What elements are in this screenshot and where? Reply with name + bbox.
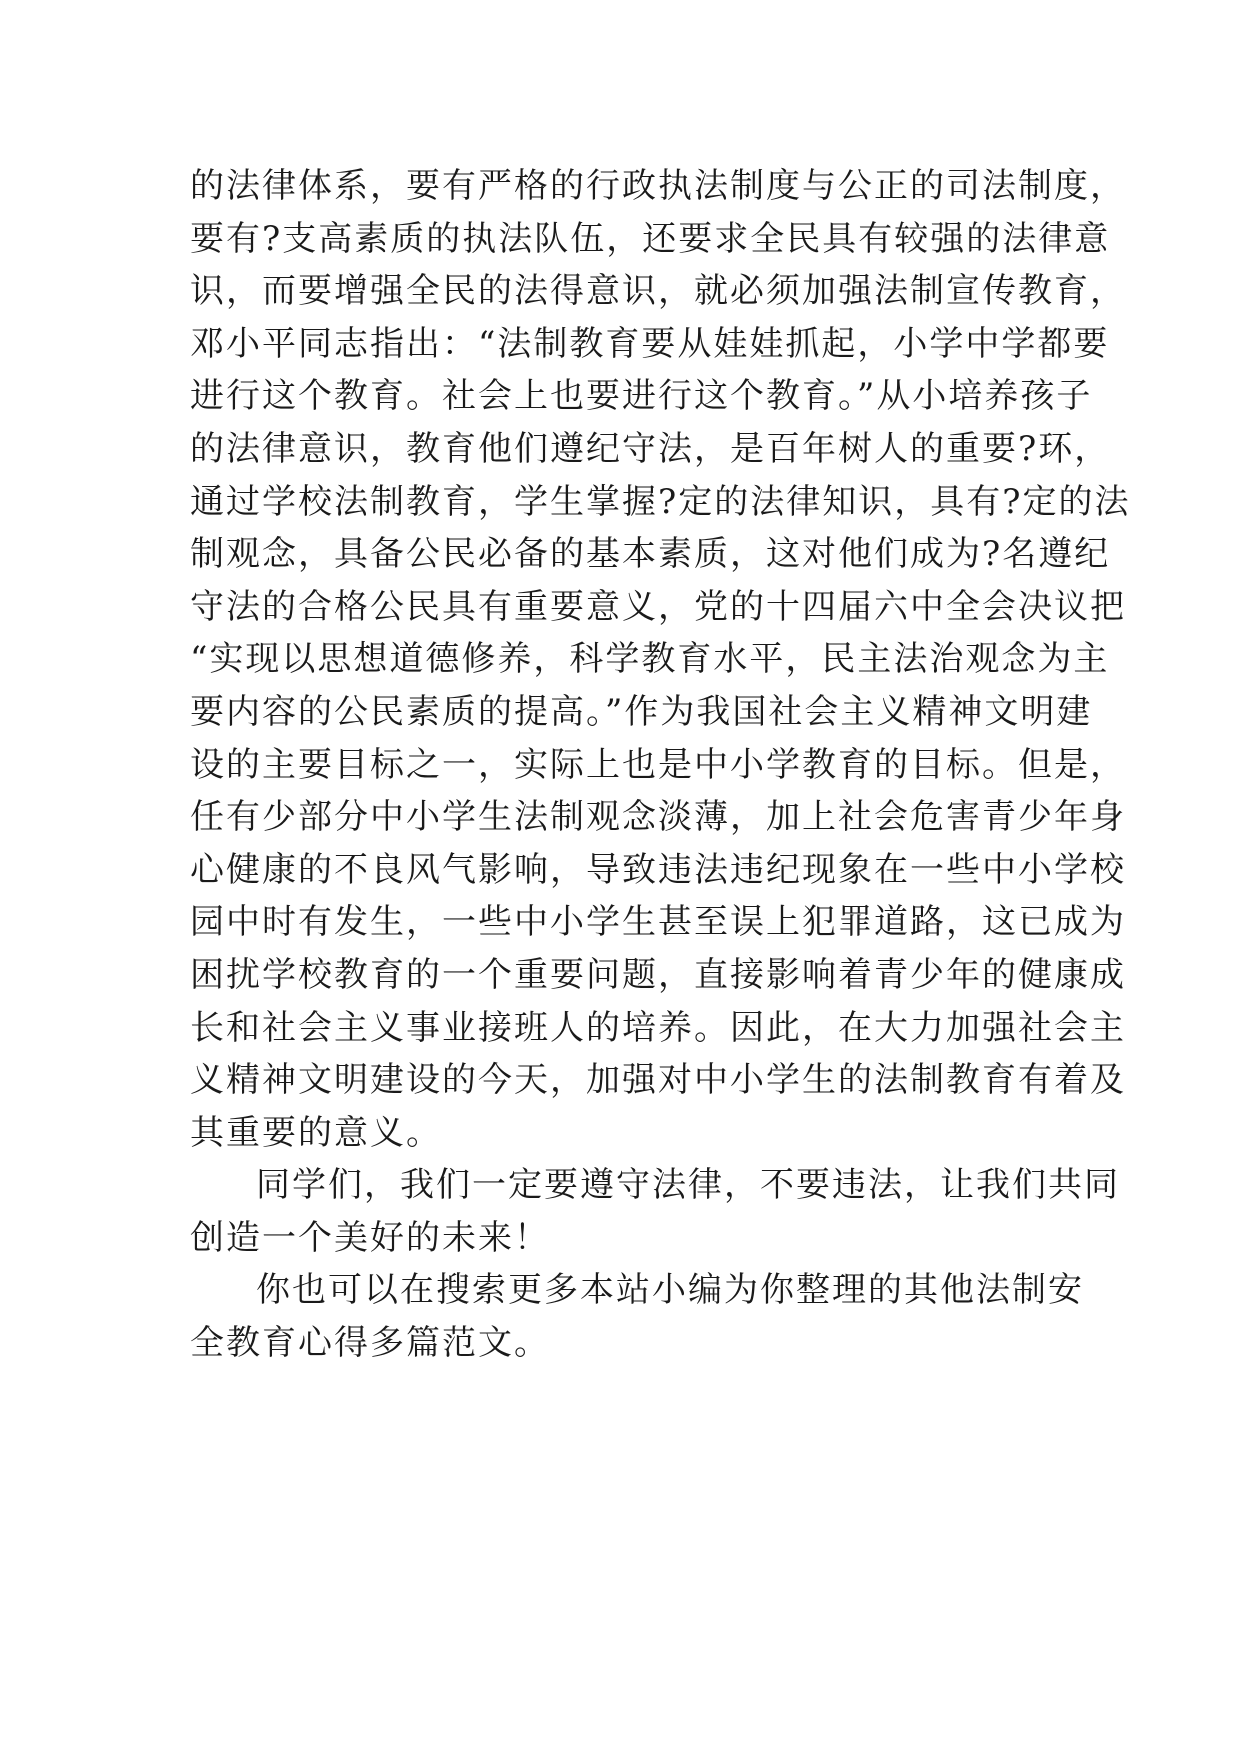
body-text [190,160,1131,1370]
text-line: 的法律体系，要有严格的行政执法制度与公正的司法制度， [190,166,1126,206]
text-line: 要有?支高素质的执法队伍，还要求全民具有较强的法律意 [190,218,1111,259]
text-line: 全教育心得多篇范文。 [190,1323,550,1364]
text-line: 创造一个美好的未来！ [190,1217,550,1258]
paragraph-start-line: 你也可以在搜索更多本站小编为你整理的其他法制安 [256,1270,1084,1311]
text-line: 困扰学校教育的一个重要问题，直接影响着青少年的健康成 [190,954,1126,995]
text-line: 进行这个教育。社会上也要进行这个教育。”从小培养孩子 [190,376,1093,417]
text-line: 通过学校法制教育，学生掌握?定的法律知识，具有?定的法 [190,481,1131,522]
paragraph-start-line: 同学们，我们一定要遵守法律，不要违法，让我们共同 [256,1165,1120,1206]
text-line: 识，而要增强全民的法得意识，就必须加强法制宣传教育， [190,271,1126,312]
text-line: 守法的合格公民具有重要意义，党的十四届六中全会决议把 [190,586,1126,627]
text-line: 任有少部分中小学生法制观念淡薄，加上社会危害青少年身 [190,797,1126,838]
text-line: 园中时有发生，一些中小学生甚至误上犯罪道路，这已成为 [190,902,1126,943]
text-line: 的法律意识，教育他们遵纪守法，是百年树人的重要?环， [190,428,1111,469]
text-line: 义精神文明建设的今天，加强对中小学生的法制教育有着及 [190,1060,1126,1101]
text-line: 制观念，具备公民必备的基本素质，这对他们成为?名遵纪 [190,534,1111,575]
text-line: “实现以思想道德修养，科学教育水平，民主法治观念为主 [190,639,1110,680]
text-line: 设的主要目标之一，实际上也是中小学教育的目标。但是， [190,744,1126,785]
text-line: 心健康的不良风气影响，导致违法违纪现象在一些中小学校 [190,849,1126,890]
text-line: 其重要的意义。 [190,1112,442,1153]
text-line: 长和社会主义事业接班人的培养。因此，在大力加强社会主 [190,1007,1126,1048]
text-line: 要内容的公民素质的提高。”作为我国社会主义精神文明建 [190,691,1093,732]
text-line: 邓小平同志指出：“法制教育要从娃娃抓起，小学中学都要 [190,323,1110,364]
